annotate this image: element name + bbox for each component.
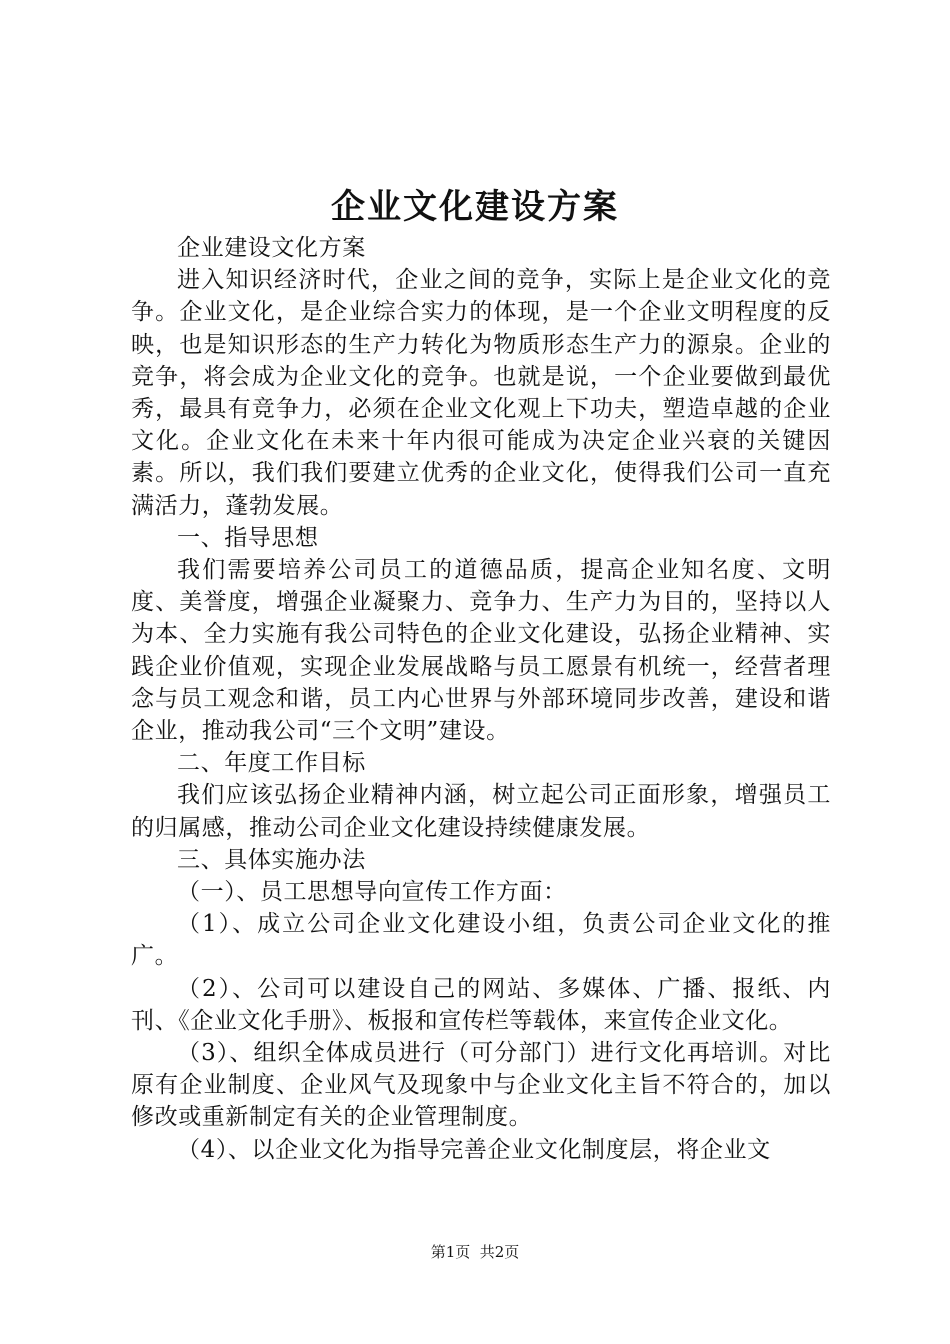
page-footer: [0, 1242, 950, 1262]
list-item-2: （2）、公司可以建设自己的网站、多媒体、广播、报纸、内刊、《企业文化手册》、板报和宣传栏等载体，来宣传企业文化。: [131, 975, 831, 1034]
page-number: 第1页 共2页: [430, 1243, 520, 1261]
list-item-4: （4）、以企业文化为指导完善企业文化制度层，将企业文: [177, 1136, 771, 1163]
document-title: 企业文化建设方案: [331, 187, 619, 227]
list-item-3: （3）、组织全体成员进行（可分部门）进行文化再培训。对比原有企业制度、企业风气及现象中与企业文化主旨不符合的，加以修改或重新制定有关的企业管理制度。: [131, 1040, 831, 1131]
subsection-heading-publicity: （一）、员工思想导向宣传工作方面：: [177, 879, 567, 906]
document-body: [131, 232, 831, 1166]
section-heading-guiding-ideology: 一、指导思想: [177, 524, 319, 551]
paragraph-guiding-ideology: 我们需要培养公司员工的道德品质，提高企业知名度、文明度、美誉度，增强企业凝聚力、竞争力、生产力为目的，坚持以人为本、全力实施有我公司特色的企业文化建设，弘扬企业精神、实践企业价值观，实现企业发展战略与员工愿景有机统一，经营者理念与员工观念和谐，员工内心世界与外部环境同步改善，建设和谐企业，推动我公司“三个文明”建设。: [131, 557, 831, 745]
paragraph-intro: 进入知识经济时代，企业之间的竞争，实际上是企业文化的竞争。企业文化，是企业综合实力的体现，是一个企业文明程度的反映，也是知识形态的生产力转化为物质形态生产力的源泉。企业的竞争，将会成为企业文化的竞争。也就是说，一个企业要做到最优秀，最具有竞争力，必须在企业文化观上下功夫，塑造卓越的企业文化。企业文化在未来十年内很可能成为决定企业兴衰的关键因素。所以，我们我们要建立优秀的企业文化，使得我们公司一直充满活力，蓬勃发展。: [131, 267, 831, 519]
paragraph-annual-goals: 我们应该弘扬企业精神内涵，树立起公司正面形象，增强员工的归属感，推动公司企业文化建设持续健康发展。: [131, 782, 831, 841]
section-heading-annual-goals: 二、年度工作目标: [177, 750, 366, 777]
list-item-1: （1）、成立公司企业文化建设小组，负责公司企业文化的推广。: [131, 911, 831, 970]
paragraph-subtitle: 企业建设文化方案: [177, 235, 366, 261]
section-heading-implementation: 三、具体实施办法: [177, 846, 366, 873]
